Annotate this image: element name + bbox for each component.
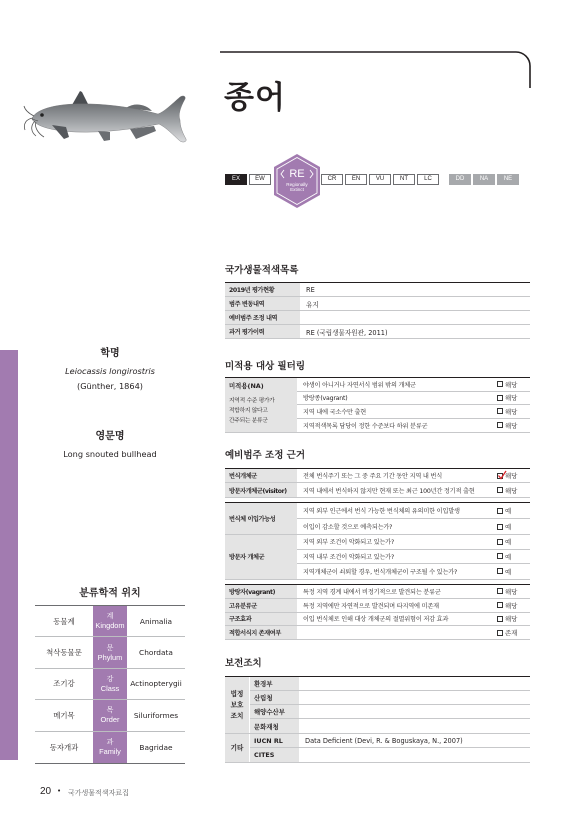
red-list-value: RE: [306, 285, 315, 294]
agency-value: [299, 677, 530, 690]
answer-label: 해당: [505, 486, 518, 495]
adjustment-table-other: [225, 584, 530, 640]
checkbox: [497, 568, 503, 574]
rank-english: Family: [99, 747, 121, 757]
taxon-korean: 동자개과: [49, 742, 79, 752]
answer-label: 예: [505, 567, 512, 576]
category-na: NA: [473, 174, 495, 185]
agency-label: 문화재청: [250, 719, 299, 733]
adjustment-row: [225, 469, 530, 483]
species-korean-name: 종어: [224, 80, 286, 116]
taxon-korean: 동물계: [53, 616, 75, 626]
answer-label: 해당: [505, 421, 518, 430]
category-en: EN: [345, 174, 367, 185]
taxon-latin: Actinopterygii: [130, 679, 182, 689]
answer-label: 예: [505, 507, 512, 515]
legal-protection-rows: [250, 677, 530, 733]
checkbox: [497, 602, 503, 608]
criterion-text: 이입이 감소할 것으로 예측되는가?: [303, 524, 393, 531]
adjustment-table-population: [225, 468, 530, 498]
conservation-row: [250, 734, 530, 748]
checkbox: [497, 539, 503, 545]
agency-value: [299, 705, 530, 718]
red-list-row: [225, 297, 530, 311]
red-list-label: 과거 평가이력: [225, 325, 300, 338]
adjustment-row: [225, 599, 530, 613]
na-filter-row: [297, 392, 530, 406]
answer-cell: [497, 564, 530, 579]
category-ew: EW: [249, 174, 271, 185]
checkbox: [497, 408, 503, 414]
rank-english: Phylum: [97, 652, 123, 662]
red-list-row: [225, 311, 530, 325]
immigration-rows: [297, 503, 530, 534]
criterion-text: 전체 번식주기 또는 그 중 주요 기간 동안 지역 내 번식: [303, 473, 442, 480]
answer-cell: [497, 585, 530, 598]
criterion-text: 지역 내에 국소수만 출현: [303, 408, 367, 416]
immigration-group: [225, 503, 530, 535]
na-desc-line: 지역적 수준 평가가: [229, 398, 275, 404]
taxon-korean: 척삭동물문: [46, 648, 82, 658]
taxon-rank: [93, 732, 127, 763]
rank-korean: 계: [106, 612, 114, 621]
adjustment-label: 구조효과: [225, 613, 297, 626]
current-category-name-line2: Extinct: [290, 187, 304, 192]
visitor-rows: [297, 535, 530, 579]
taxonomy-row-order: [35, 700, 185, 731]
answer-cell: [497, 483, 530, 497]
taxon-rank: [93, 637, 127, 667]
taxon-latin: Animalia: [139, 616, 173, 626]
answer-cell: [497, 392, 530, 405]
answer-label: 예: [505, 538, 512, 547]
answer-cell: [497, 519, 530, 534]
red-list-label: 2019년 평가현황: [225, 283, 300, 296]
criterion-text: 지역 내부 조건이 악화되고 있는가?: [303, 553, 395, 561]
adjustment-row: [225, 626, 530, 640]
answer-cell: [497, 550, 530, 564]
other-status-label: 기타: [225, 734, 250, 762]
red-list-row: [225, 283, 530, 297]
conservation-row: [250, 677, 530, 691]
legal-protection-group: [225, 677, 530, 734]
taxonomy-row-kingdom: [35, 606, 185, 637]
current-category-badge: [272, 153, 322, 209]
legal-label-line: 조치: [230, 711, 244, 720]
taxonomy-row-phylum: [35, 637, 185, 668]
rank-english: Kingdom: [95, 621, 125, 631]
rank-korean: 목: [106, 706, 114, 715]
answer-cell: [497, 503, 530, 518]
adjustment-row: [297, 519, 530, 534]
criterion-text: 특정 지역에만 자연적으로 발견되며 타지역에 미존재: [303, 602, 439, 610]
side-color-strip: [0, 350, 18, 760]
red-list-value: [300, 311, 306, 324]
answer-label: 해당: [505, 407, 518, 416]
answer-cell: [497, 378, 530, 391]
status-source-value: Data Deficient (Devi, R. & Boguskaya, N., 2007): [305, 736, 463, 745]
english-name: Long snouted bullhead: [63, 449, 157, 459]
taxon-latin: Bagridae: [139, 742, 173, 752]
rank-korean: 문: [106, 643, 114, 652]
adjustment-table-rescue: [225, 502, 530, 580]
answer-label: 해당: [505, 615, 518, 624]
rank-korean: 강: [106, 674, 114, 683]
na-filter-rows: [297, 378, 530, 432]
criterion-text: 특정 지역 경계 내에서 비정기적으로 발견되는 분류군: [303, 588, 441, 596]
other-status-rows: [250, 734, 530, 762]
criterion-text: 야생이 아니거나 자연서식 범위 밖의 개체군: [303, 381, 416, 389]
na-filter-description: [229, 396, 297, 426]
adjustment-row: [297, 535, 530, 550]
na-filter-row: [297, 378, 530, 392]
answer-label: 해당: [505, 587, 518, 596]
conservation-row: [250, 719, 530, 733]
checkbox: [497, 487, 503, 493]
red-list-table: [225, 282, 530, 339]
criterion-text: [297, 626, 497, 639]
criterion-text: 지역 내에서 번식하지 않지만 현재 또는 최근 100년간 정기적 출현: [303, 487, 475, 495]
answer-cell: [497, 469, 530, 482]
criterion-text: 지역적색목록 담당이 정한 수준보다 하위 분류군: [303, 422, 428, 430]
english-name-block: [35, 431, 185, 459]
adjustment-label: 고유분류군: [225, 599, 297, 612]
checkbox: [497, 588, 503, 594]
agency-label: 해양수산부: [250, 705, 299, 718]
answer-cell: [497, 535, 530, 549]
adjustment-row: [297, 550, 530, 565]
criterion-text: 지역 외부 인근에서 번식 가능한 번식체의 유의미한 이입발생: [303, 508, 460, 515]
answer-label: 존재: [505, 629, 518, 638]
visitor-group: [225, 535, 530, 580]
answer-label: 해당: [505, 394, 518, 403]
taxonomy-heading: 분류학적 위치: [79, 588, 141, 599]
conservation-row: [250, 691, 530, 705]
footer-separator: •: [57, 787, 62, 795]
check-mark-icon: [497, 470, 507, 480]
legal-label-line: 보호: [230, 700, 244, 709]
checkbox: [497, 524, 503, 530]
taxon-rank: [93, 669, 127, 699]
status-source-label: IUCN RL: [250, 734, 299, 747]
scientific-author: (Günther, 1864): [77, 381, 143, 391]
taxonomy-row-class: [35, 669, 185, 700]
category-ex: EX: [225, 174, 247, 185]
conservation-row: [250, 705, 530, 719]
legal-protection-label: [225, 677, 250, 733]
answer-label: 해당: [505, 601, 518, 610]
checkbox: [497, 553, 503, 559]
checkbox: [497, 473, 503, 479]
answer-cell: [497, 613, 530, 626]
adjustment-row: [297, 503, 530, 519]
na-filter-row: [297, 419, 530, 433]
criterion-text: 지역 외부 조건이 악화되고 있는가?: [303, 539, 395, 547]
adjustment-label: 방문자개체군(visitor): [225, 483, 297, 497]
page-number: 20: [40, 786, 52, 797]
answer-label: 예: [505, 552, 512, 561]
na-filter-label-cell: [225, 378, 297, 432]
adjustment-label: 번식개체군: [225, 469, 297, 482]
na-filter-table: [225, 377, 530, 433]
visitor-label: 방문자 개체군: [225, 535, 297, 579]
scientific-name-block: [35, 348, 185, 391]
answer-cell: [497, 405, 530, 418]
rank-english: Class: [100, 683, 120, 693]
current-category-name-line1: Regionally: [286, 182, 308, 187]
legal-label-line: 법정: [230, 689, 244, 698]
conservation-table: [225, 676, 530, 763]
adjustment-row: [225, 613, 530, 627]
checkbox: [497, 381, 503, 387]
book-title: 국가생물적색자료집: [68, 789, 129, 797]
category-lc: LC: [417, 174, 439, 185]
taxon-latin: Chordata: [139, 648, 173, 658]
other-status-group: [225, 734, 530, 763]
adjustment-row: [225, 585, 530, 599]
scientific-name-heading: 학명: [100, 348, 120, 359]
scientific-name: Leiocassis longirostris: [65, 366, 155, 376]
taxonomy-row-family: [35, 732, 185, 763]
answer-label: 해당: [505, 380, 518, 389]
taxon-korean: 메기목: [53, 710, 75, 720]
answer-cell: [497, 419, 530, 433]
na-filter-row: [297, 405, 530, 419]
adjustment-heading: 예비범주 조정 근거: [225, 450, 306, 461]
category-dd: DD: [449, 174, 471, 185]
red-list-label: 예비범주 조정 내역: [225, 311, 300, 324]
conservation-row: [250, 748, 530, 762]
checkbox: [497, 630, 503, 636]
na-desc-line: 적합하지 않다고: [229, 408, 268, 414]
na-filter-label: 미적용(NA): [229, 382, 264, 390]
taxon-korean: 조기강: [53, 679, 75, 689]
taxon-latin: Siluriformes: [133, 710, 179, 720]
agency-value: [299, 691, 530, 704]
agency-value: [299, 719, 530, 733]
status-source-value: [299, 748, 530, 762]
status-source-label: CITES: [250, 748, 299, 762]
taxon-rank: [93, 606, 127, 636]
red-list-value: 유지: [306, 300, 319, 309]
adjustment-label: 적합서식지 존재여부: [225, 626, 297, 639]
category-vu: VU: [369, 174, 391, 185]
na-filter-heading: 미적용 대상 필터링: [225, 361, 306, 372]
criterion-text: 지역개체군이 쇠퇴할 경우, 번식개체군이 구조될 수 있는가?: [303, 568, 458, 576]
immigration-label: 번식체 이입가능성: [225, 503, 297, 534]
agency-label: 환경부: [250, 677, 299, 690]
red-list-label: 범주 변동내역: [225, 297, 300, 310]
adjustment-row: [225, 483, 530, 498]
checkbox: [497, 508, 503, 514]
na-desc-line: 간주되는 분류군: [229, 418, 268, 424]
category-scale: [225, 174, 525, 185]
adjustment-row: [297, 564, 530, 579]
checkbox: [497, 395, 503, 401]
checkbox: [497, 616, 503, 622]
category-nt: NT: [393, 174, 415, 185]
answer-cell: [497, 599, 530, 612]
red-list-row: [225, 325, 530, 339]
adjustment-label: 방랑자(vagrant): [225, 585, 297, 598]
criterion-text: 이입 번식체로 인해 대상 개체군의 절멸위험이 저감 효과: [303, 616, 449, 624]
taxonomy-table: [35, 605, 185, 764]
category-cr: CR: [321, 174, 343, 185]
conservation-heading: 보전조치: [225, 658, 262, 669]
red-list-value: RE (국립생물자원관, 2011): [306, 328, 388, 337]
answer-cell: [497, 626, 530, 639]
red-list-heading: 국가생물적색목록: [225, 265, 299, 276]
agency-label: 산림청: [250, 691, 299, 704]
current-category-code: RE: [289, 168, 305, 180]
answer-label: 해당: [505, 472, 518, 480]
fish-photo: [22, 88, 190, 150]
taxon-rank: [93, 700, 127, 730]
checkbox: [497, 422, 503, 428]
answer-label: 예: [505, 523, 512, 531]
category-ne: NE: [497, 174, 519, 185]
hexagon-badge-shape: [272, 153, 322, 209]
english-name-heading: 영문명: [95, 431, 125, 442]
rank-korean: 과: [106, 738, 114, 747]
rank-english: Order: [100, 715, 120, 725]
na-filter-body: [225, 378, 530, 433]
criterion-text: 방랑종(vagrant): [303, 395, 348, 403]
